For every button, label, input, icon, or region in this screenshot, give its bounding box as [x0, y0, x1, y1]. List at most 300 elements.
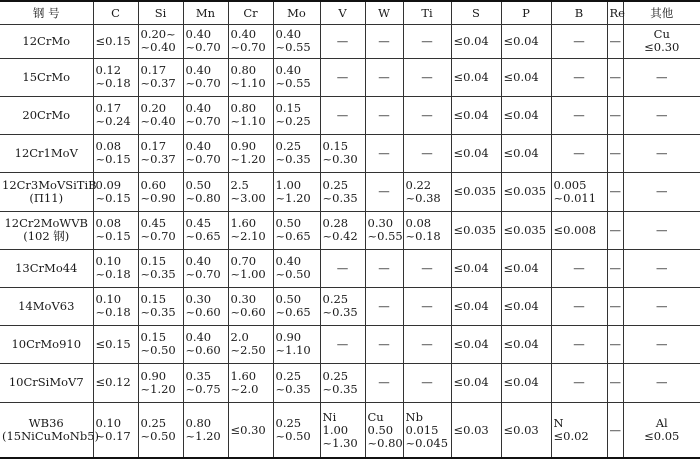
cell-line: 10CrMo910 — [11, 336, 82, 351]
cell-line: ≤0.04 — [503, 107, 539, 122]
cell-line: ≤0.035 — [453, 184, 497, 199]
cell-line: 0.12 — [95, 63, 122, 78]
cell-line: 0.80 — [230, 101, 257, 116]
cell-line: — — [378, 33, 390, 48]
cell-line: 0.25 — [275, 368, 302, 383]
cell-other — [623, 287, 700, 325]
cell-line: 1.60 — [230, 216, 257, 231]
cell-line: 0.15 — [140, 254, 167, 269]
cell-line: 0.08 — [95, 216, 122, 231]
column-header-w: W — [365, 1, 403, 25]
cell-ti — [403, 211, 451, 249]
cell-p — [501, 58, 551, 96]
cell-line: ~0.60 — [230, 305, 266, 320]
cell-w — [365, 25, 403, 59]
cell-cr — [228, 325, 273, 363]
cell-line: ≤0.04 — [503, 145, 539, 160]
cell-line: 0.40 — [185, 330, 212, 345]
cell-line: ≤0.035 — [503, 222, 547, 237]
cell-s — [451, 403, 501, 459]
steel-grade-cell — [0, 58, 93, 96]
cell-line: ~1.10 — [230, 114, 266, 129]
cell-line: ~0.40 — [140, 114, 176, 129]
cell-line: ≤0.30 — [644, 40, 680, 55]
header-row — [0, 1, 700, 25]
cell-line: Al — [655, 416, 668, 430]
cell-line: — — [609, 184, 621, 199]
cell-v — [320, 172, 365, 211]
cell-line: 0.15 — [140, 330, 167, 345]
cell-line: ≤0.04 — [453, 107, 489, 122]
cell-line: ~1.20 — [185, 429, 221, 443]
cell-line: ~0.50 — [140, 429, 176, 443]
cell-ti — [403, 287, 451, 325]
cell-s — [451, 287, 501, 325]
cell-line: 2.5 — [230, 177, 249, 192]
cell-si — [138, 325, 183, 363]
cell-p — [501, 134, 551, 172]
table-row — [0, 134, 700, 172]
cell-line: ~0.15 — [95, 229, 131, 244]
cell-v — [320, 134, 365, 172]
cell-re — [607, 96, 623, 134]
cell-line: — — [609, 222, 621, 237]
cell-mn — [183, 134, 228, 172]
cell-line: — — [573, 260, 585, 275]
cell-other — [623, 363, 700, 402]
cell-c — [93, 403, 138, 459]
cell-line: ~0.35 — [322, 190, 358, 205]
cell-mn — [183, 363, 228, 402]
cell-cr — [228, 134, 273, 172]
cell-line: ~0.25 — [275, 114, 311, 129]
cell-line: — — [421, 298, 433, 313]
cell-line: ≤0.04 — [453, 336, 489, 351]
cell-line: ~0.18 — [95, 267, 131, 282]
cell-line: 15CrMo — [22, 69, 71, 84]
cell-si — [138, 58, 183, 96]
cell-mn — [183, 287, 228, 325]
cell-s — [451, 25, 501, 59]
cell-line: — — [378, 107, 390, 122]
cell-line: 0.40 — [275, 254, 302, 269]
table-row — [0, 403, 700, 459]
cell-si — [138, 134, 183, 172]
cell-line: 0.35 — [185, 368, 212, 383]
cell-line: — — [336, 107, 349, 122]
cell-line: ~2.50 — [230, 343, 266, 358]
steel-grade-cell — [0, 287, 93, 325]
cell-line: ~0.90 — [140, 190, 176, 205]
cell-b — [551, 249, 607, 287]
cell-si — [138, 363, 183, 402]
column-header-mn: Mn — [183, 1, 228, 25]
cell-ti — [403, 325, 451, 363]
cell-line: 0.80 — [230, 63, 257, 78]
cell-line: ≤0.008 — [553, 222, 597, 237]
column-header-re: Re — [607, 1, 623, 25]
cell-c — [93, 134, 138, 172]
cell-line: — — [609, 69, 621, 84]
cell-line: ≤0.15 — [95, 33, 131, 48]
cell-line: ~2.0 — [230, 381, 259, 396]
cell-line: 10CrSiMoV7 — [8, 375, 84, 390]
cell-line: 12Cr3MoVSiTiB — [2, 177, 97, 192]
cell-line: 0.17 — [140, 139, 167, 154]
cell-c — [93, 249, 138, 287]
cell-line: ~0.55 — [275, 40, 311, 55]
cell-line: 0.50 — [275, 292, 302, 307]
cell-w — [365, 363, 403, 402]
cell-line: — — [336, 260, 349, 275]
cell-line: ~0.42 — [322, 229, 358, 244]
cell-line: 0.25 — [322, 368, 349, 383]
cell-line: (102 钢) — [23, 229, 70, 244]
cell-line: ≤0.04 — [453, 260, 489, 275]
cell-mo — [273, 363, 320, 402]
cell-line: ~0.70 — [185, 267, 221, 282]
cell-line: ~0.011 — [553, 190, 597, 205]
cell-line: (15NiCuMoNb5) — [2, 429, 99, 443]
cell-line: — — [609, 298, 621, 313]
cell-si — [138, 172, 183, 211]
steel-grade-cell — [0, 25, 93, 59]
cell-c — [93, 25, 138, 59]
cell-cr — [228, 363, 273, 402]
column-header-grade: 钢 号 — [0, 1, 93, 25]
cell-line: — — [336, 69, 349, 84]
cell-s — [451, 325, 501, 363]
cell-other — [623, 96, 700, 134]
column-header-mo: Mo — [273, 1, 320, 25]
cell-other — [623, 325, 700, 363]
cell-line: — — [573, 336, 585, 351]
steel-grade-cell — [0, 249, 93, 287]
cell-line: 0.40 — [185, 139, 212, 154]
table-row — [0, 25, 700, 59]
cell-line: ≤0.04 — [503, 375, 539, 390]
cell-re — [607, 25, 623, 59]
cell-line: ≤0.04 — [453, 145, 489, 160]
cell-line: 0.45 — [140, 216, 167, 231]
cell-line: ~0.80 — [185, 190, 221, 205]
cell-re — [607, 211, 623, 249]
steel-grade-cell — [0, 96, 93, 134]
cell-mn — [183, 172, 228, 211]
cell-b — [551, 96, 607, 134]
cell-v — [320, 58, 365, 96]
cell-si — [138, 403, 183, 459]
cell-line: (Π11) — [29, 190, 64, 205]
cell-mo — [273, 249, 320, 287]
cell-line: — — [378, 298, 390, 313]
cell-line: — — [421, 375, 433, 390]
cell-line: 0.15 — [322, 139, 349, 154]
cell-line: — — [609, 260, 621, 275]
cell-line: 0.15 — [140, 292, 167, 307]
cell-line: 0.25 — [275, 416, 302, 430]
cell-line: ~0.045 — [405, 435, 449, 450]
cell-re — [607, 403, 623, 459]
cell-line: ≤0.04 — [503, 298, 539, 313]
cell-line: — — [378, 260, 390, 275]
cell-line: — — [336, 33, 349, 48]
cell-mo — [273, 96, 320, 134]
cell-line: ~0.15 — [95, 152, 131, 167]
cell-line: — — [656, 222, 668, 237]
table-row — [0, 58, 700, 96]
cell-b — [551, 363, 607, 402]
cell-line: 0.90 — [275, 330, 302, 345]
cell-line: 0.17 — [95, 101, 122, 116]
cell-line: — — [378, 375, 390, 390]
cell-p — [501, 363, 551, 402]
cell-re — [607, 172, 623, 211]
cell-mo — [273, 211, 320, 249]
cell-re — [607, 325, 623, 363]
cell-line: ~1.20 — [230, 152, 266, 167]
cell-line: WB36 — [28, 416, 64, 430]
cell-line: ~0.55 — [367, 229, 403, 244]
cell-p — [501, 25, 551, 59]
column-header-si: Si — [138, 1, 183, 25]
cell-line: 0.40 — [185, 63, 212, 78]
cell-line: — — [609, 145, 621, 160]
cell-p — [501, 325, 551, 363]
cell-line: ≤0.04 — [453, 298, 489, 313]
cell-line: ~0.70 — [230, 40, 266, 55]
cell-si — [138, 211, 183, 249]
cell-line: — — [609, 422, 621, 437]
cell-mn — [183, 96, 228, 134]
cell-line: — — [656, 260, 668, 275]
cell-line: ~0.60 — [185, 305, 221, 320]
cell-c — [93, 363, 138, 402]
cell-line: N — [553, 416, 564, 430]
cell-line: 1.00 — [275, 177, 302, 192]
cell-s — [451, 58, 501, 96]
cell-line: ~0.35 — [275, 381, 311, 396]
cell-line: 0.25 — [275, 139, 302, 154]
cell-re — [607, 58, 623, 96]
cell-line: ~0.40 — [140, 40, 176, 55]
cell-w — [365, 249, 403, 287]
cell-line: 0.90 — [140, 368, 167, 383]
cell-line: — — [378, 184, 390, 199]
cell-w — [365, 287, 403, 325]
cell-line: ~0.35 — [140, 267, 176, 282]
cell-v — [320, 363, 365, 402]
cell-v — [320, 25, 365, 59]
column-header-s: S — [451, 1, 501, 25]
cell-p — [501, 249, 551, 287]
column-header-b: B — [551, 1, 607, 25]
cell-re — [607, 249, 623, 287]
cell-line: — — [609, 336, 621, 351]
cell-line: 0.28 — [322, 216, 349, 231]
cell-line: 0.40 — [230, 27, 257, 42]
cell-v — [320, 287, 365, 325]
cell-line: ≤0.04 — [453, 33, 489, 48]
cell-line: — — [609, 107, 621, 122]
cell-line: ~0.35 — [275, 152, 311, 167]
cell-line: 0.08 — [405, 216, 432, 231]
cell-s — [451, 172, 501, 211]
cell-line: 0.40 — [185, 27, 212, 42]
cell-w — [365, 134, 403, 172]
cell-line: ~0.15 — [95, 190, 131, 205]
cell-line: 0.30 — [230, 292, 257, 307]
cell-re — [607, 363, 623, 402]
cell-c — [93, 58, 138, 96]
cell-mn — [183, 58, 228, 96]
table-row — [0, 363, 700, 402]
cell-line: — — [421, 145, 433, 160]
cell-cr — [228, 58, 273, 96]
column-header-cr: Cr — [228, 1, 273, 25]
cell-line: ~0.70 — [185, 76, 221, 91]
cell-v — [320, 96, 365, 134]
cell-line: ≤0.04 — [503, 260, 539, 275]
cell-c — [93, 172, 138, 211]
cell-line: ~0.18 — [95, 305, 131, 320]
cell-line: ~0.70 — [140, 229, 176, 244]
cell-ti — [403, 134, 451, 172]
table-row — [0, 172, 700, 211]
cell-ti — [403, 172, 451, 211]
cell-line: 0.40 — [185, 101, 212, 116]
cell-mn — [183, 211, 228, 249]
cell-c — [93, 325, 138, 363]
cell-line: — — [573, 69, 585, 84]
cell-ti — [403, 25, 451, 59]
cell-line: — — [656, 298, 668, 313]
cell-line: — — [421, 107, 433, 122]
cell-line: 0.50 — [367, 422, 394, 437]
cell-v — [320, 325, 365, 363]
cell-v — [320, 211, 365, 249]
cell-line: 0.17 — [140, 63, 167, 78]
cell-line: 0.80 — [185, 416, 212, 430]
cell-s — [451, 211, 501, 249]
cell-line: 2.0 — [230, 330, 249, 345]
cell-cr — [228, 211, 273, 249]
cell-b — [551, 172, 607, 211]
cell-w — [365, 403, 403, 459]
cell-line: Nb — [405, 409, 423, 424]
cell-line: ~0.18 — [95, 76, 131, 91]
cell-line: — — [421, 336, 433, 351]
cell-p — [501, 211, 551, 249]
cell-line: — — [656, 375, 668, 390]
cell-line: ~0.65 — [275, 229, 311, 244]
cell-line: 0.25 — [322, 177, 349, 192]
cell-line: ~0.35 — [322, 305, 358, 320]
cell-mo — [273, 58, 320, 96]
cell-line: ≤0.15 — [95, 336, 131, 351]
cell-line: — — [609, 33, 621, 48]
cell-ti — [403, 96, 451, 134]
cell-p — [501, 403, 551, 459]
cell-re — [607, 134, 623, 172]
cell-line: ≤0.30 — [230, 422, 266, 437]
cell-line: ~0.55 — [275, 76, 311, 91]
cell-line: — — [573, 33, 585, 48]
steel-grade-cell — [0, 325, 93, 363]
cell-line: 0.30 — [185, 292, 212, 307]
cell-other — [623, 403, 700, 459]
cell-line: — — [656, 145, 668, 160]
cell-line: — — [656, 107, 668, 122]
cell-si — [138, 96, 183, 134]
cell-line: 0.15 — [275, 101, 302, 116]
cell-line: ~0.50 — [140, 343, 176, 358]
cell-w — [365, 96, 403, 134]
cell-line: 0.005 — [553, 177, 587, 192]
cell-line: — — [378, 145, 390, 160]
cell-ti — [403, 249, 451, 287]
cell-b — [551, 287, 607, 325]
cell-line: 20CrMo — [22, 107, 71, 122]
cell-line: — — [656, 336, 668, 351]
cell-mo — [273, 403, 320, 459]
column-header-other: 其他 — [623, 1, 700, 25]
cell-line: ~1.10 — [230, 76, 266, 91]
cell-line: 0.60 — [140, 177, 167, 192]
column-header-p: P — [501, 1, 551, 25]
cell-mn — [183, 249, 228, 287]
cell-line: ~1.00 — [230, 267, 266, 282]
cell-line: ≤0.03 — [503, 422, 539, 437]
cell-v — [320, 249, 365, 287]
cell-line: — — [656, 184, 668, 199]
cell-s — [451, 249, 501, 287]
cell-line: — — [421, 33, 433, 48]
cell-cr — [228, 25, 273, 59]
cell-line: 1.00 — [322, 422, 349, 437]
cell-si — [138, 249, 183, 287]
cell-line: ~1.20 — [140, 381, 176, 396]
cell-v — [320, 403, 365, 459]
cell-line: 0.08 — [95, 139, 122, 154]
cell-line: ~0.60 — [185, 343, 221, 358]
cell-line: 0.22 — [405, 177, 432, 192]
cell-cr — [228, 403, 273, 459]
cell-line: 1.60 — [230, 368, 257, 383]
table-row — [0, 211, 700, 249]
cell-other — [623, 211, 700, 249]
cell-line: — — [656, 69, 668, 84]
cell-line: ≤0.04 — [503, 336, 539, 351]
column-header-v: V — [320, 1, 365, 25]
cell-p — [501, 96, 551, 134]
cell-line: 0.25 — [140, 416, 167, 430]
cell-line: — — [609, 375, 621, 390]
cell-b — [551, 403, 607, 459]
cell-line: 0.25 — [322, 292, 349, 307]
cell-ti — [403, 363, 451, 402]
cell-line: — — [573, 298, 585, 313]
cell-line: — — [336, 336, 349, 351]
column-header-c: C — [93, 1, 138, 25]
cell-w — [365, 325, 403, 363]
cell-s — [451, 363, 501, 402]
cell-mo — [273, 172, 320, 211]
cell-line: ≤0.04 — [503, 33, 539, 48]
cell-line: Cu — [367, 409, 384, 424]
cell-line: ~0.37 — [140, 76, 176, 91]
cell-b — [551, 134, 607, 172]
